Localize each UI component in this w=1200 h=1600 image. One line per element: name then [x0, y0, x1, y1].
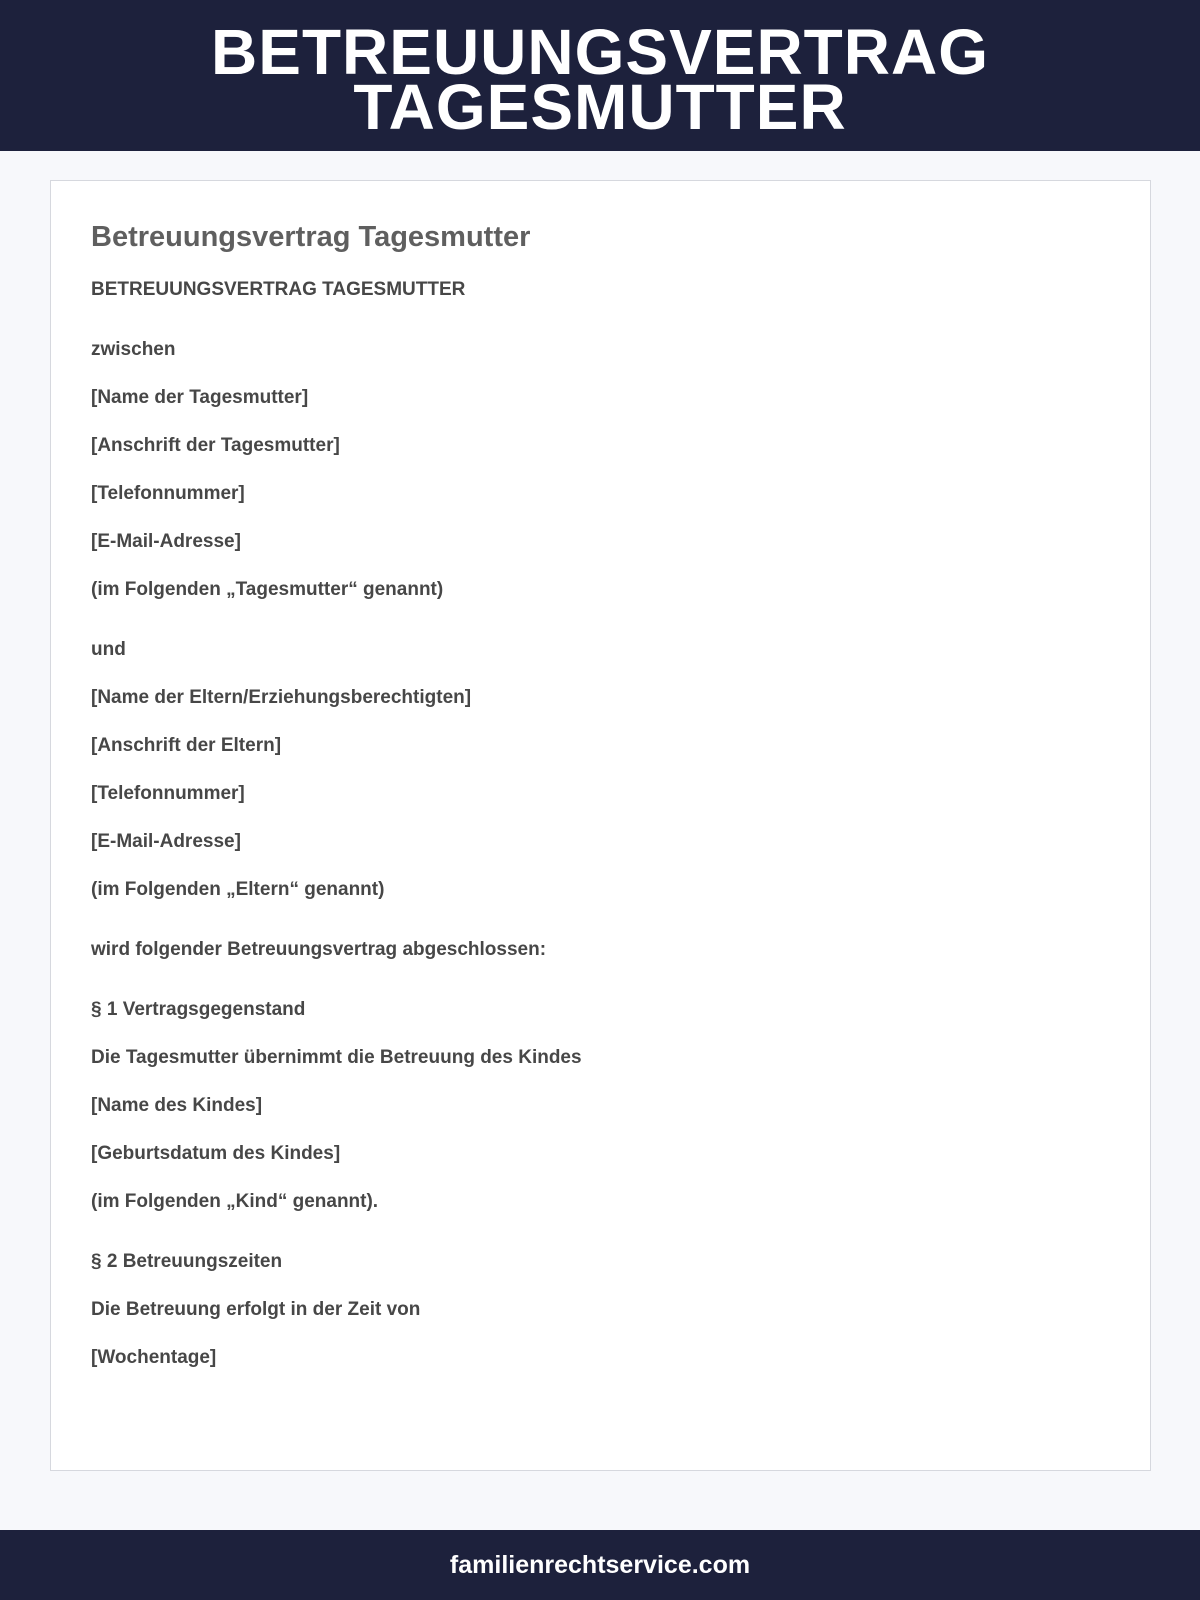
page-title-line-2: TAGESMUTTER [353, 70, 847, 143]
document-line: zwischen [91, 339, 176, 360]
document-line: [E-Mail-Adresse] [91, 531, 241, 552]
page-title [211, 15, 989, 143]
section-heading: § 1 Vertragsgegenstand [91, 999, 306, 1020]
contract-heading: BETREUUNGSVERTRAG TAGESMUTTER [91, 279, 466, 300]
document-line: [Name der Tagesmutter] [91, 387, 309, 408]
document-line: [Geburtsdatum des Kindes] [91, 1143, 341, 1164]
document-line: [Anschrift der Tagesmutter] [91, 435, 340, 456]
document-line: wird folgender Betreuungsvertrag abgeschlossen: [91, 939, 547, 960]
document-line: (im Folgenden „Kind“ genannt). [91, 1191, 379, 1212]
document-line: [Name der Eltern/Erziehungsberechtigten] [91, 687, 472, 708]
footer-site-name: familienrechtservice.com [449, 1550, 751, 1579]
document-line: [Wochentage] [91, 1347, 217, 1368]
document-line: Die Tagesmutter übernimmt die Betreuung des Kindes [91, 1047, 582, 1068]
document-card [50, 180, 1151, 1471]
document-line: (im Folgenden „Tagesmutter“ genannt) [91, 579, 444, 600]
header-banner [0, 0, 1200, 151]
section-heading: § 2 Betreuungszeiten [91, 1251, 283, 1272]
document-line: und [91, 639, 126, 660]
document-line: [E-Mail-Adresse] [91, 831, 241, 852]
footer-banner [0, 1530, 1200, 1600]
document-line: Die Betreuung erfolgt in der Zeit von [91, 1299, 421, 1320]
document-line: (im Folgenden „Eltern“ genannt) [91, 879, 385, 900]
document-line: [Telefonnummer] [91, 783, 245, 804]
document-line: [Telefonnummer] [91, 483, 245, 504]
page-title-line-1: BETREUUNGSVERTRAG [211, 15, 989, 88]
document-title: Betreuungsvertrag Tagesmutter [91, 221, 531, 253]
document-line: [Anschrift der Eltern] [91, 735, 282, 756]
document-line: [Name des Kindes] [91, 1095, 263, 1116]
